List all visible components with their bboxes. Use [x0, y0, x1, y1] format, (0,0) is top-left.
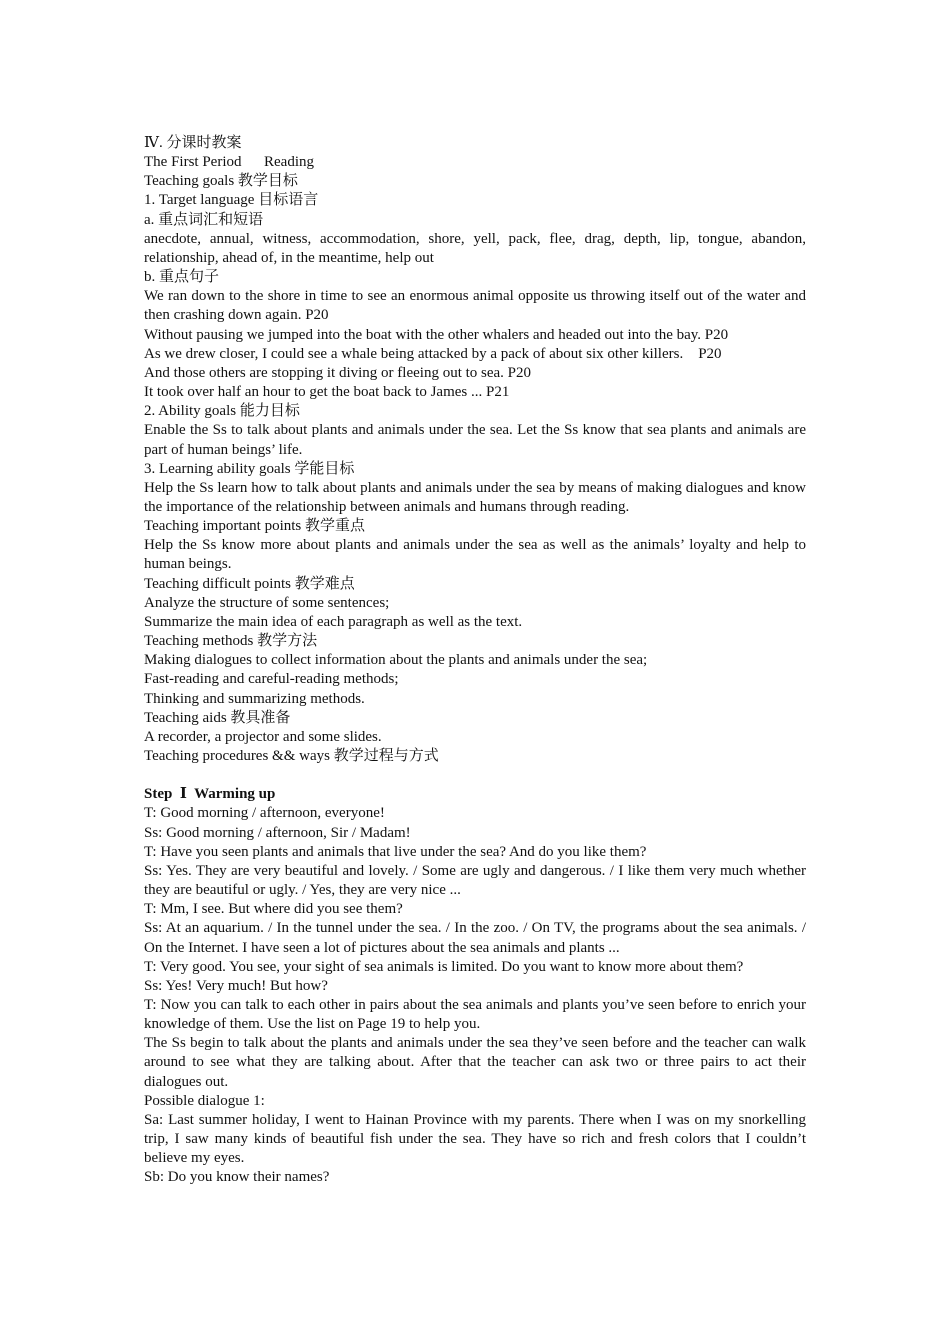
sentences-subheading: b. 重点句子 — [144, 269, 220, 286]
ability-goals-heading: 2. Ability goals 能力目标 — [144, 403, 300, 420]
methods-heading: Teaching methods 教学方法 — [144, 633, 318, 650]
method-item: Thinking and summarizing methods. — [144, 690, 365, 707]
section-heading: Ⅳ. 分课时教案 — [144, 135, 242, 151]
dialogue-line: Ss: Good morning / afternoon, Sir / Madam! — [144, 824, 411, 841]
method-item: Fast-reading and careful-reading methods; — [144, 671, 399, 688]
dialogue-line: Sa: Last summer holiday, I went to Hainan Province with my parents. There when I was on my snorkelling trip, I saw many kinds of beautiful fish under the sea. They have so rich and fresh colors that I couldn’t believe my eyes. — [144, 1111, 806, 1167]
key-sentence: We ran down to the shore in time to see an enormous animal opposite us throwing itself out of the water and then crashing down again. P20 — [144, 288, 806, 324]
key-sentence: Without pausing we jumped into the boat with the other whalers and headed out into the bay. P20 — [144, 326, 729, 343]
important-points-heading: Teaching important points 教学重点 — [144, 518, 366, 535]
target-language-heading: 1. Target language 目标语言 — [144, 192, 319, 209]
key-sentence: And those others are stopping it diving or fleeing out to sea. P20 — [144, 364, 532, 381]
key-sentence: As we drew closer, I could see a whale being attacked by a pack of about six other killers. P20 — [144, 345, 722, 362]
learning-goals-heading: 3. Learning ability goals 学能目标 — [144, 460, 355, 477]
dialogue-line: T: Have you seen plants and animals that live under the sea? And do you like them? — [144, 843, 647, 860]
dialogue-line: T: Now you can talk to each other in pairs about the sea animals and plants you’ve seen before to enrich your knowledge of them. Use the list on Page 19 to help you. — [144, 997, 806, 1033]
vocabulary-list: anecdote, annual, witness, accommodation, shore, yell, pack, flee, drag, depth, lip, tongue, abandon, relationship, ahead of, in the meantime, help out — [144, 230, 806, 266]
teaching-goals-heading: Teaching goals 教学目标 — [144, 173, 298, 190]
dialogue-line: Ss: At an aquarium. / In the tunnel under the sea. / In the zoo. / On TV, the programs about the sea animals. / On the Internet. I have seen a lot of pictures about the sea animals and plants ... — [144, 920, 806, 956]
dialogue-label: Possible dialogue 1: — [144, 1092, 265, 1109]
procedures-heading: Teaching procedures && ways 教学过程与方式 — [144, 748, 439, 764]
important-points-text: Help the Ss know more about plants and animals under the sea as well as the animals’ loyalty and help to human beings. — [144, 537, 806, 573]
difficult-points-heading: Teaching difficult points 教学难点 — [144, 575, 355, 592]
dialogue-line: Ss: Yes! Very much! But how? — [144, 977, 328, 994]
period-title: The First Period Reading — [144, 154, 314, 171]
blank-line — [144, 766, 806, 785]
dialogue-line: T: Mm, I see. But where did you see them? — [144, 901, 403, 918]
ability-goals-text: Enable the Ss to talk about plants and animals under the sea. Let the Ss know that sea plants and animals are part of human beings’ life. — [144, 422, 806, 458]
dialogue-line: Ss: Yes. They are very beautiful and lovely. / Some are ugly and dangerous. / I like them very much whether they are beautiful or ugly. / Yes, they are very nice ... — [144, 862, 806, 899]
dialogue-line: T: Very good. You see, your sight of sea animals is limited. Do you want to know more about them? — [144, 958, 744, 975]
step-heading: Step Ⅰ Warming up — [144, 786, 276, 803]
key-sentence: It took over half an hour to get the boat back to James ... P21 — [144, 384, 510, 401]
difficult-point-item: Summarize the main idea of each paragraph as well as the text. — [144, 613, 523, 630]
vocabulary-subheading: a. 重点词汇和短语 — [144, 211, 264, 228]
difficult-point-item: Analyze the structure of some sentences; — [144, 594, 390, 611]
aids-heading: Teaching aids 教具准备 — [144, 709, 291, 726]
method-item: Making dialogues to collect information about the plants and animals under the sea; — [144, 652, 648, 669]
dialogue-line: Sb: Do you know their names? — [144, 1169, 330, 1186]
aids-text: A recorder, a projector and some slides. — [144, 728, 382, 745]
dialogue-line: T: Good morning / afternoon, everyone! — [144, 805, 385, 822]
instruction-paragraph: The Ss begin to talk about the plants and animals under the sea they’ve seen before and the teacher can walk around to see what they are talking about. After that the teacher can ask two or three pairs to act their dialogues out. — [144, 1035, 806, 1090]
document-page — [144, 134, 806, 1188]
learning-goals-text: Help the Ss learn how to talk about plants and animals under the sea by means of making dialogues and know the importance of the relationship between animals and humans through reading. — [144, 479, 806, 515]
